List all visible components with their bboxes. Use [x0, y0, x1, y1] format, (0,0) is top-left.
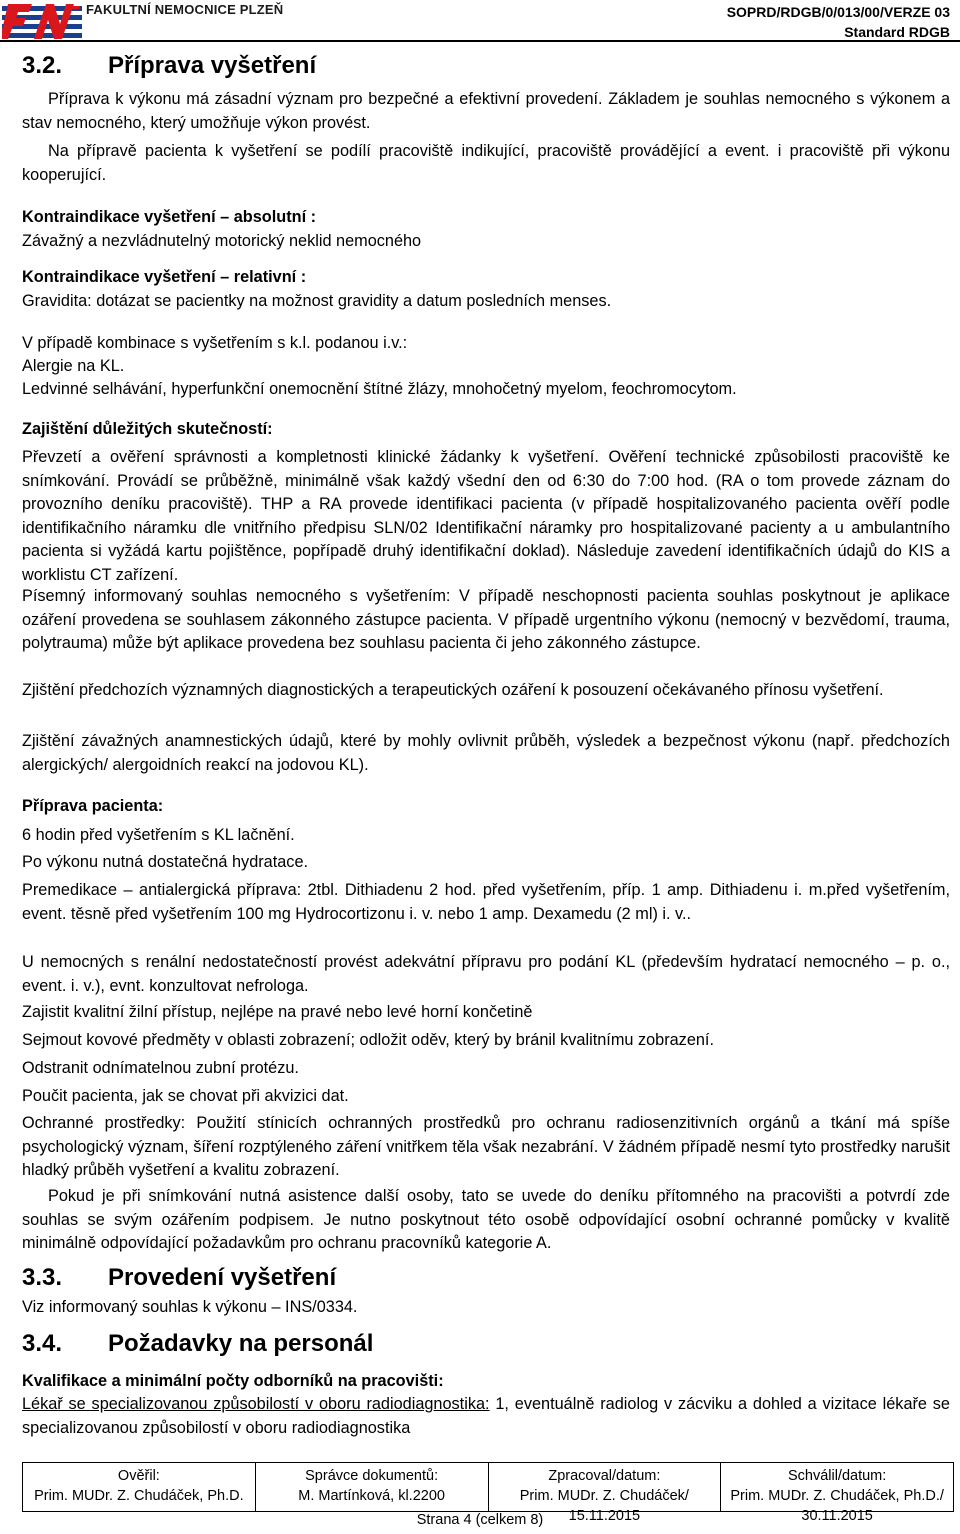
- cell-label: Správce dokumentů:: [305, 1468, 439, 1484]
- page-header: [0, 0, 960, 40]
- approval-cell-approved: [721, 1463, 953, 1524]
- contraindication-relative-heading: Kontraindikace vyšetření – relativní :: [22, 268, 307, 286]
- allergy-text: Alergie na KL.: [22, 357, 125, 375]
- intro-text-2: Na přípravě pacienta k vyšetření se podílí pracoviště indikující, pracoviště provádějící a event. i pracoviště při výkonu kooperující.: [22, 142, 950, 184]
- cell-name: M. Martínková, kl.2200: [298, 1488, 445, 1504]
- renal-failure-text: Ledvinné selhávání, hyperfunkční onemocnění štítné žlázy, mnohočetný myelom, feochromocytom.: [22, 380, 737, 398]
- combination-text: V případě kombinace s vyšetřením s k.l. podanou i.v.:: [22, 334, 408, 352]
- prep-item-8: Poučit pacienta, jak se chovat při akvizici dat.: [22, 1087, 349, 1105]
- qualification-text: [22, 1393, 950, 1440]
- document-code: SOPRD/RDGB/0/013/00/VERZE 03: [726, 4, 950, 20]
- approval-cell-admin: [256, 1463, 489, 1511]
- intro-paragraph-2: [22, 140, 950, 187]
- section-heading-3-4: [22, 1330, 373, 1358]
- section-number: 3.4.: [22, 1330, 63, 1357]
- patient-preparation-heading: Příprava pacienta:: [22, 797, 164, 815]
- qualification-detail: 1, eventuálně radiolog v zácviku a dohled a vizitace lékaře se specializovanou způsobilostí v oboru radiodiagnostika: [22, 1395, 950, 1437]
- important-facts-heading: Zajištění důležitých skutečností:: [22, 420, 273, 438]
- prep-item-10: [22, 1185, 950, 1256]
- prep-item-7: Odstranit odnímatelnou zubní protézu.: [22, 1059, 299, 1077]
- prep-item-4: U nemocných s renální nedostatečností provést adekvátní přípravu pro podání KL (především hydratací nemocného – p. o., event. i. v.), evnt. konzultovat nefrologa.: [22, 953, 950, 995]
- prep-item-9: Ochranné prostředky: Použití stínicích ochranných prostředků pro ochranu radiosenzitivních orgánů a tkání má spíše psychologický význam, šíření rozptýleného záření vnitřkem těla však nezabrání. V žádném případě nesmí tyto prostředky narušit hladký průběh vyšetření a kvalitu zobrazení.: [22, 1114, 950, 1179]
- cell-name: Prim. MUDr. Z. Chudáček, Ph.D.: [34, 1488, 244, 1504]
- important-facts-paragraph-1: Převzetí a ověření správnosti a kompletnosti klinické žádanky k vyšetření. Ověření technické způsobilosti pracoviště ke snímkování. Provádí se průběžně, minimálně však každý všední den od 6:30 do 7:00 hod. (RA o tom provede záznam do provozního deníku pracoviště). THP a RA provede identifikaci pacienta (v případě hospitalizovaného pacienta ověří podle identifikačního náramku dle vnitřního předpisu SLN/02 Identifikační náramky pro hospitalizované pacienty a u ambulantního pacienta si vyžádá kartu pojištěnce, popřípadě druhý identifikační doklad). Následuje zavedení identifikačních údajů do KIS a worklistu CT zařízení.: [22, 448, 950, 584]
- prep-item-1: 6 hodin před vyšetřením s KL lačnění.: [22, 826, 295, 844]
- contraindication-relative-text: Gravidita: dotázat se pacientky na možnost gravidity a datum posledních menses.: [22, 292, 612, 310]
- qualification-heading: Kvalifikace a minimální počty odborníků na pracovišti:: [22, 1372, 444, 1390]
- procedure-reference-text: Viz informovaný souhlas k výkonu – INS/0334.: [22, 1298, 358, 1316]
- contraindication-absolute-heading: Kontraindikace vyšetření – absolutní :: [22, 208, 317, 226]
- contraindication-absolute-text: Závažný a nezvládnutelný motorický neklid nemocného: [22, 232, 422, 250]
- section-number: 3.2.: [22, 52, 63, 79]
- organization-name: FAKULTNÍ NEMOCNICE PLZEŇ: [86, 2, 284, 17]
- cell-label: Ověřil:: [117, 1468, 160, 1484]
- approval-cell-prepared: [489, 1463, 722, 1524]
- cell-label: Schválil/datum:: [787, 1468, 887, 1484]
- section-title: Provedení vyšetření: [108, 1264, 337, 1291]
- page-number: Strana 4 (celkem 8): [416, 1512, 544, 1528]
- intro-text-1: Příprava k výkonu má zásadní význam pro bezpečné a efektivní provedení. Základem je souhlas nemocného s výkonem a stav nemocného, který umožňuje výkon provést.: [22, 90, 950, 132]
- prep-item-5: Zajistit kvalitní žilní přístup, nejlépe na pravé nebo levé horní končetině: [22, 1003, 533, 1021]
- important-facts-paragraph-4: Zjištění závažných anamnestických údajů, které by mohly ovlivnit průběh, výsledek a bezpečnost výkonu (např. předchozích alergických/ alergoidních reakcí na jodovou KL).: [22, 732, 950, 774]
- prep-item-10-text: Pokud je při snímkování nutná asistence další osoby, tato se uvede do deníku přítomného na pracovišti a potvrdí zde souhlas se svým ozářením podpisem. Je nutno poskytnout této osobě odpovídající osobní ochranné pomůcky v kvalitě minimálně odpovídající požadavkům pro ochranu pracovníků kategorie A.: [22, 1187, 950, 1252]
- section-title: Požadavky na personál: [108, 1330, 374, 1357]
- cell-name: Prim. MUDr. Z. Chudáček, Ph.D./ 30.11.2015: [730, 1488, 944, 1524]
- prep-item-2: Po výkonu nutná dostatečná hydratace.: [22, 853, 309, 871]
- section-heading-3-2: [22, 52, 316, 80]
- document-standard: Standard RDGB: [844, 24, 950, 40]
- important-facts-paragraph-2: Písemný informovaný souhlas nemocného s vyšetřením: V případě neschopnosti pacienta souhlas poskytnout je aplikace ozáření provedena se souhlasem zákonného zástupce pacienta. V případě urgentního výkonu (nemocný v bezvědomí, trauma, polytrauma) může být aplikace provedena bez souhlasu pacienta či jeho zákonného zástupce.: [22, 587, 950, 652]
- intro-paragraph-1: [22, 88, 950, 135]
- cell-label: Zpracoval/datum:: [548, 1468, 661, 1484]
- section-title: Příprava vyšetření: [108, 52, 317, 79]
- header-rule: [0, 40, 960, 42]
- prep-item-6: Sejmout kovové předměty v oblasti zobrazení; odložit oděv, který by bránil kvalitnímu zobrazení.: [22, 1031, 714, 1049]
- document-id: [727, 2, 950, 42]
- hospital-logo: [2, 2, 82, 40]
- prep-item-3: Premedikace – antialergická příprava: 2tbl. Dithiadenu 2 hod. před vyšetřením, příp. 1 amp. Dithiadenu i. m.před vyšetřením, event. těsně před vyšetřením 100 mg Hydrocortizonu i. v. nebo 1 amp. Dexamedu (2 ml) i. v..: [22, 881, 950, 923]
- cell-name: Prim. MUDr. Z. Chudáček/ 15.11.2015: [519, 1488, 689, 1524]
- qualification-role: Lékař se specializovanou způsobilostí v oboru radiodiagnostika:: [22, 1395, 490, 1413]
- section-heading-3-3: [22, 1264, 336, 1292]
- important-facts-paragraph-3: Zjištění předchozích významných diagnostických a terapeutických ozáření k posouzení očekávaného přínosu vyšetření.: [22, 681, 884, 699]
- section-number: 3.3.: [22, 1264, 63, 1291]
- approval-cell-verified: [23, 1463, 256, 1511]
